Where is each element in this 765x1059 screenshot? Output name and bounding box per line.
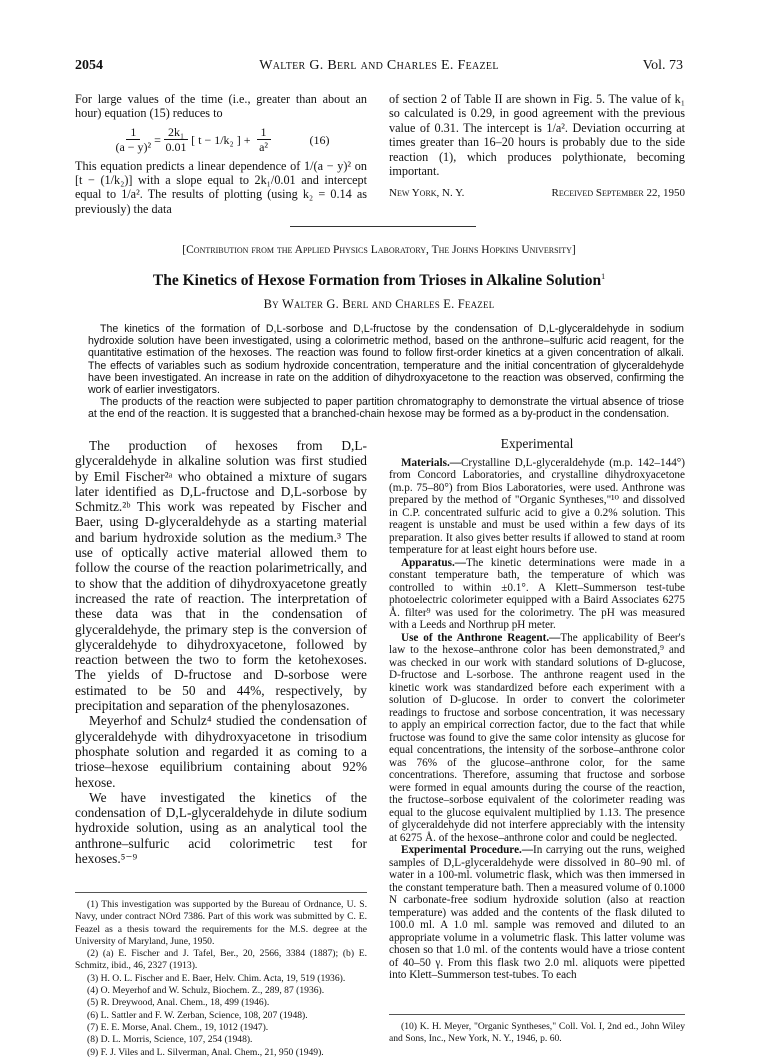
footnote: (4) O. Meyerhof and W. Schulz, Biochem. Z., 289, 87 (1936). [87,985,325,997]
prev-received: Received September 22, 1950 [551,187,685,200]
abstract-paragraph: The kinetics of the formation of D,L-sorbose and D,L-fructose by the condensation of D,L-glyceraldehyde in sodium hydroxide solution have been investigated, using a colorimetric method, based on the anthrone–sulfuric acid reagent, for the quantitative estimation of the hexoses. The reaction was found to follow first-order kinetics at a given concentration of alkali. The effects of variables such as sodium hydroxide concentration, temperature and the initial concentration of glyceraldehyde have been investigated. An increase in rate on the addition of dihydroxyacetone to the reaction was observed, confirming the work of earlier investigators. [88,323,684,397]
section-divider [290,226,476,227]
article-title: The Kinetics of Hexose Formation from Trioses in Alkaline Solution$^1$ [152,272,606,290]
footnote: (5) R. Dreywood, Anal. Chem., 18, 499 (1946). [87,997,270,1009]
body-paragraph: The production of hexoses from D,L-glyceraldehyde in alkaline solution was first studied by Emil Fischer²ᵃ who obtained a mixture of sugars later identified as D,L-fructose and D,L-sorbose by Schmitz.²ᵇ This work was repeated by Fischer and Baer, using D-glyceraldehyde as a starting material and barium hydroxide solution as the medium.³ The use of optically active material allowed them to follow the course of the reaction polarimetrically, and to show that the addition of dihydroxyacetone greatly increased the rate of reaction. The interpretation of these data was that in the condensation of glyceraldehyde, the primary step is the conversion of glyceraldehyde to dihydroxyacetone, followed by reaction between the two to form the ketohexoses. The yields of D-fructose and D-sorbose were estimated to be 50 and 44%, respectively, by precipitation and separation of the phenylosazones. [75,438,367,714]
footnote: (1) This investigation was supported by the Bureau of Ordnance, U. S. Navy, under contract NOrd 7386. Part of this work was submitted by C. E. Feazel as a thesis toward the requirements for the M.S. degree at the University of Maryland, June, 1950. [75,899,367,947]
footnote: (9) F. J. Viles and L. Silverman, Anal. Chem., 21, 950 (1949). [87,1046,324,1058]
abstract [88,323,684,421]
body-paragraph: Meyerhof and Schulz⁴ studied the condensation of glyceraldehyde with dihydroxyacetone in trisodium phosphate solution and regarded it as coming to a triose–hexose equilibrium containing about 92% hexose. [75,713,367,790]
experimental-paragraph: Materials.—Crystalline D,L-glyceraldehyde (m.p. 142–144°) from Concord Laboratories, and crystalline dihydroxyacetone (m.p. 75–80°) from Bios Laboratories, were used. Anthrone was prepared by the method of "Organic Syntheses,"¹⁰ and dissolved in C.P. concentrated sulfuric acid to give a 0.2% solution. This reagent is unstable and must be used within a few days of its preparation. It also gives better results if allowed to stand at room temperature for at least eight hours before use. [389,456,685,556]
abstract-paragraph: The products of the reaction were subjected to paper partition chromatography to demonstrate the virtual absence of triose at the end of the reaction. It is suggested that a branched-chain hexose may be formed as a by-product in the condensation. [88,396,684,421]
footnote: (3) H. O. L. Fischer and E. Baer, Helv. Chim. Acta, 19, 519 (1936). [87,972,346,984]
footnote: (10) K. H. Meyer, "Organic Syntheses," Coll. Vol. I, 2nd ed., John Wiley and Sons, Inc., New York, N. Y., 1946, p. 60. [389,1021,685,1045]
running-header [75,58,683,78]
footnote: (2) (a) E. Fischer and J. Tafel, Ber., 20, 2566, 3384 (1887); (b) E. Schmitz, ibid., 46, 2327 (1913). [75,948,367,972]
experimental-paragraph: Use of the Anthrone Reagent.—The applicability of Beer's law to the hexose–anthrone color has been demonstrated,⁹ and was checked in our work with standard solutions of D-glucose, D-fructose and L-sorbose. The anthrone reagent used in the kinetic work was standardized before each experiment with a solution of D-glucose. In order to convert the colorimeter readings to fructose and sorbose concentration, it was necessary to apply an empirical correction factor, due to the fact that while fructose was found to give the same color intensity as glucose for equal concentrations, the intensity of the sorbose–anthrone color was 76% of the glucose–anthrone color, for the same concentrations. Therefore, assuming that fructose and sorbose were formed in equal amounts during the course of the reaction, the fructose–sorbose equivalent of the colorimeter reading was equal to the glucose equivalent multiplied by 1.13. The presence of glyceraldehyde did not interfere appreciably with the intensity at 6275 Å. of the hexose–anthrone color and could be neglected. [389,631,686,844]
left-footnotes [75,892,367,1059]
page-number: 2054 [75,58,103,73]
body-paragraph: We have investigated the kinetics of the condensation of D,L-glyceraldehyde in dilute sodium hydroxide solution, using as an analytical tool the anthrone–sulfuric acid colorimetric test for hexoses.⁵⁻⁹ [75,789,367,867]
prev-text-1: For large values of the time (i.e., greater than about an hour) equation (15) reduces to [75,92,367,121]
prev-location: New York, N. Y. [389,187,465,200]
footnote: (8) D. L. Morris, Science, 107, 254 (1948). [87,1034,253,1046]
prev-article-left [75,92,367,216]
running-title: Walter G. Berl and Charles E. Feazel [259,58,499,73]
right-footnotes [389,1014,685,1046]
byline: By Walter G. Berl and Charles E. Feazel [263,297,495,311]
experimental-paragraph: Experimental Procedure.—In carrying out the runs, weighed samples of D,L-glyceraldehyde were dissolved in 80–90 ml. of water in a 100-ml. volumetric flask, which was then immersed in the constant temperature bath. Then a measured volume of 0.1000 N carbonate-free sodium hydroxide solution (also at reaction temperature) was added and the contents of the flask diluted to 100.0 ml. A 1.0 ml. sample was removed and diluted to an appropriate volume in a volumetric flask. This latter volume was chosen so that 1.0 ml. of the contents would have a triose content of 40–50 γ. From this flask two 2.0 ml. aliquots were pipetted into Klett–Summerson test-tubes. To each [389,844,685,981]
footnote: (7) E. E. Morse, Anal. Chem., 19, 1012 (1947). [87,1021,269,1033]
prev-text-right: of section 2 of Table II are shown in Fig. 5. The value of k₁ so calculated is 0.29, in good agreement with the previous value of 0.31. The intercept is 1/a². Deviation occurring at times greater than 16–20 hours is probably due to the side reaction (1), which produces polythionate, becoming important. [389,92,685,179]
equation-number: (16) [309,132,330,147]
footnote: (6) L. Sattler and F. W. Zerban, Science, 108, 207 (1948). [87,1009,308,1021]
equation-16: $\frac{1}{\text{(a − y)²}}$ = $\frac{\text{2k₁}}{0.01}$ [ t − 1/k₂ ] + $\frac{1}{\text{a²}}$ (16) [115,124,330,155]
volume-label: Vol. 73 [642,58,683,73]
experimental-paragraph: Apparatus.—The kinetic determinations were made in a constant temperature bath, the temperature of which was controlled to within ±0.1°. A Klett–Summerson test-tube photoelectric colorimeter equipped with a Baird Associates 6275 Å. filter⁹ was used for the colorimetry. The pH was measured with a Leeds and Northrup pH meter. [389,556,685,631]
prev-text-2: This equation predicts a linear dependence of 1/(a − y)² on [t − (1/k₂)] with a slope equal to 2k₁/0.01 and intercept equal to 1/a². The results of plotting (using k₂ = 0.14 as previously) the data [75,158,367,216]
contribution-line: [Contribution from the Applied Physics Laboratory, The Johns Hopkins University] [182,244,576,256]
prev-article-right [389,92,685,201]
experimental-heading: Experimental [500,436,574,451]
experimental-section [389,438,685,982]
left-column-body [75,438,367,866]
title-footnote-mark: 1 [601,272,606,281]
